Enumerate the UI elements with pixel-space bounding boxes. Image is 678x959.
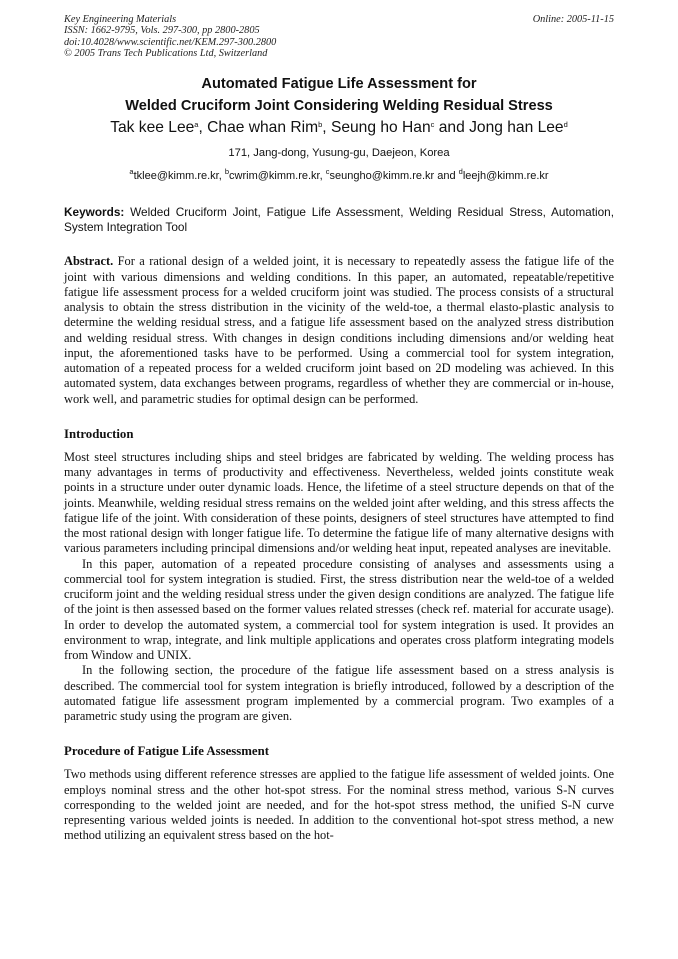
author-name: Seung ho Han (330, 119, 431, 137)
author-sup: a (194, 120, 199, 130)
author-name: Tak kee Lee (110, 119, 195, 137)
paragraph: Most steel structures including ships and steel bridges are fabricated by welding. The welding process has many advantages in terms of productivity and effectiveness. Nevertheless, welded joints constitute weak points in a structure under outer dynamic loads. Hence, the lifetime of a steel structure depends on that of the joints. Meanwhile, welding residual stress remains on the welded joint after welding, and this stress affects the fatigue life of the joint. With consideration of these points, designers of steel structures have attempted to find the most rational design with longer fatigue life. To determine the fatigue life of many alternative designs with various parameters including principal dimensions and/or welding heat input, repeated analyses are inevitable. (64, 449, 614, 556)
email-address: seungho@kimm.re.kr (329, 170, 435, 183)
email-sup: c (325, 167, 330, 177)
procedure-body (64, 767, 614, 843)
abstract-label: Abstract. (64, 254, 114, 269)
keywords (64, 205, 614, 234)
keywords-label: Keywords: (64, 205, 125, 220)
paragraph: In this paper, automation of a repeated procedure consisting of analyses and assessments using a commercial tool for system integration is studied. First, the stress distribution near the weld-toe of a welded cruciform joint and the welding residual stress under the given design conditions are analyzed. The fatigue life of the joint is then assessed based on the former values related stresses (check ref. material for accurate usage). In order to develop the automated system, a commercial tool for system integration is used. It provides an environment to wrap, integrate, and link multiple applications and operates cross platform integrating models from Window and UNIX. (64, 556, 614, 663)
online-date: Online: 2005-11-15 (532, 14, 614, 25)
title-line-1: Automated Fatigue Life Assessment for (201, 76, 477, 93)
section-heading-procedure: Procedure of Fatigue Life Assessment (64, 744, 269, 759)
paper-title (64, 73, 614, 117)
journal-issn: ISSN: 1662-9795, Vols. 297-300, pp 2800-2805 (64, 25, 260, 37)
journal-header (64, 14, 614, 59)
author-sup: d (563, 120, 568, 130)
paragraph: In the following section, the procedure of the fatigue life assessment based on a stress analysis is described. The commercial tool for system integration is briefly introduced, followed by a description of the automated fatigue life assessment program implemented by a commercial program. Two examples of a parametric study using the program are given. (64, 663, 614, 724)
abstract-text: For a rational design of a welded joint, it is necessary to repeatedly assess the fatigue life of the joint with various dimensions and welding conditions. In this paper, an automated, repeatable/repetitive fatigue life assessment process for a welded cruciform joint was studied. The process consists of a structural analysis to obtain the stress distribution in the vicinity of the weld-toe, a thermal elasto-plastic analysis to determine the welding residual stress, and a fatigue life assessment based on the analyzed stress distribution and welding residual stress. With changes in design conditions including dimensions and/or welding heat input, the aforementioned tasks have to be performed. Using a commercial tool for system integration, automation of a repeated process for a welded cruciform joint based on 2D modeling was achieved. In this automated system, data exchanges between programs, regardless of whether they are commercial or in-house, work well, and parametric studies for optimal design can be performed. (64, 254, 614, 406)
paper-page (64, 14, 614, 844)
title-line-2: Welded Cruciform Joint Considering Welding Residual Stress (125, 98, 553, 115)
author-sup: b (318, 120, 323, 130)
email-address: leejh@kimm.re.kr (462, 170, 549, 183)
email-sup: a (129, 167, 134, 177)
author-sup: c (430, 120, 435, 130)
journal-name: Key Engineering Materials (64, 14, 177, 25)
paragraph: Two methods using different reference stresses are applied to the fatigue life assessment of welded joints. One employs nominal stress and the other hot-spot stress. For the nominal stress method, various S-N curves corresponding to the welded joint are needed, and for the hot-spot stress method, the unified S-N curve representing various welded joints is needed. In addition to the conventional hot-spot stress method, a new method utilizing an equivalent stress based on the hot- (64, 767, 614, 843)
abstract (64, 254, 614, 407)
section-heading-introduction: Introduction (64, 426, 134, 441)
author-list: Tak kee Lee$^a$, Chae whan Rim$^b$, Seung ho Han$^c$ and Jong han Lee$^d$ (110, 119, 568, 137)
keywords-text: Welded Cruciform Joint, Fatigue Life Assessment, Welding Residual Stress, Automation, System Integration Tool (64, 205, 615, 234)
author-name: Jong han Lee (469, 119, 564, 137)
affiliation: 171, Jang-dong, Yusung-gu, Daejeon, Korea (228, 147, 450, 160)
email-sup: d (458, 167, 463, 177)
email-sup: b (224, 167, 230, 177)
email-address: tklee@kimm.re.kr (133, 170, 219, 183)
email-list: $^a$tklee@kimm.re.kr, $^b$cwrim@kimm.re.kr, $^c$seungho@kimm.re.kr and $^d$leejh@kimm.re.kr (129, 167, 549, 183)
author-name: Chae whan Rim (207, 119, 319, 137)
email-address: cwrim@kimm.re.kr (229, 170, 320, 183)
journal-doi: doi:10.4028/www.scientific.net/KEM.297-300.2800 (64, 36, 277, 48)
introduction-body (64, 450, 614, 725)
journal-copyright: © 2005 Trans Tech Publications Ltd, Switzerland (64, 47, 268, 59)
